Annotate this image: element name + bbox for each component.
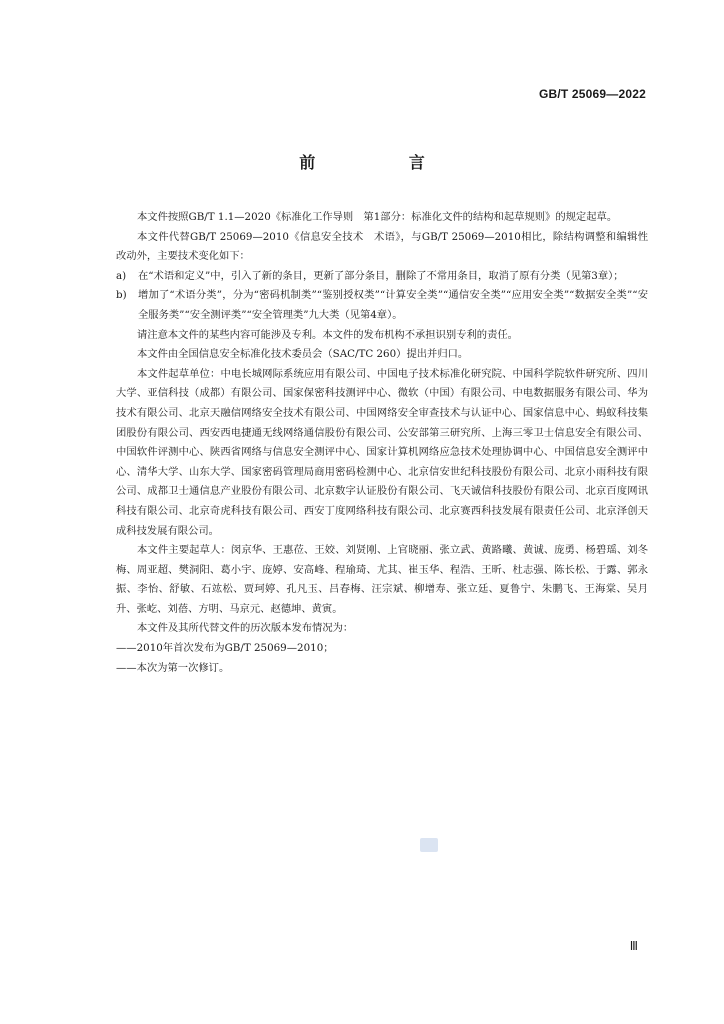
standard-number: GB/T 25069—2022 [538,87,646,101]
change-item-b [116,286,648,325]
paragraph-replacement: 本文件代替GB/T 25069—2010《信息安全技术 术语》，与GB/T 25069—2010相比，除结构调整和编辑性改动外，主要技术变化如下： [116,230,648,263]
history-item: ——2010年首次发布为GB/T 25069—2010； [116,642,334,655]
history-item: ——本次为第一次修订。 [116,661,230,674]
page-number: Ⅲ [629,939,638,953]
page-title: 前 言 [299,153,469,172]
list-marker: b) [116,289,127,302]
foreword-body [116,208,648,678]
paragraph-patent-notice: 请注意本文件的某些内容可能涉及专利。本文件的发布机构不承担识别专利的责任。 [137,328,518,341]
list-marker: a) [116,269,127,282]
paragraph-drafting-organizations: 本文件起草单位：中电长城网际系统应用有限公司、中国电子技术标准化研究院、中国科学院软件研究所、四川大学、亚信科技（成都）有限公司、国家保密科技测评中心、微软（中国）有限公司、中电数据服务有限公司、华为技术有限公司、北京天融信网络安全技术有限公司、中国网络安全审查技术与认证中心、国家信息中心、蚂蚁科技集团股份有限公司、西安西电捷通无线网络通信股份有限公司、公安部第三研究所、上海三零卫士信息安全有限公司、中国软件评测中心、陕西省网络与信息安全测评中心、国家计算机网络应急技术处理协调中心、中国信息安全测评中心、清华大学、山东大学、国家密码管理局商用密码检测中心、北京信安世纪科技股份有限公司、北京小雨科技有限公司、成都卫士通信息产业股份有限公司、北京数字认证股份有限公司、飞天诚信科技股份有限公司、北京百度网讯科技有限公司、北京奇虎科技有限公司、西安丁度网络科技有限公司、北京赛西科技发展有限责任公司、北京泽创天成科技发展有限公司。 [116,367,648,537]
paragraph-proposer: 本文件由全国信息安全标准化技术委员会（SAC/TC 260）提出并归口。 [137,348,469,361]
paragraph-drafting-rules: 本文件按照GB/T 1.1—2020《标准化工作导则 第1部分：标准化文件的结构和起草规则》的规定起草。 [137,211,618,223]
paragraph-drafters: 本文件主要起草人：闵京华、王惠莅、王姣、刘贤刚、上官晓丽、张立武、黄路曦、黄诚、庞勇、杨碧瑶、刘冬梅、周亚超、樊洞阳、葛小宇、庞婷、安高峰、程瑜琦、尤其、崔玉华、程浩、王昕、杜志强、陈长松、于露、郭永振、李怡、舒敏、石竑松、贾珂婷、孔凡玉、吕春梅、汪宗斌、柳增寿、张立廷、夏鲁宁、朱鹏飞、王海棠、吴月升、张屹、刘蓓、方明、马京元、赵德坤、黄寅。 [116,544,648,615]
change-item-a [116,267,648,287]
publisher-logo-icon [420,838,438,852]
paragraph-history-intro: 本文件及其所代替文件的历次版本发布情况为： [137,622,354,635]
list-item-text: 在“术语和定义”中，引入了新的条目，更新了部分条目，删除了不常用条目，取消了原有分类（见第3章）； [138,269,624,282]
list-item-text: 增加了“术语分类”，分为“密码机制类”“鉴别授权类”“计算安全类”“通信安全类”“应用安全类”“数据安全类”“安全服务类”“安全测评类”“安全管理类”九大类（见第4章）。 [138,289,648,321]
